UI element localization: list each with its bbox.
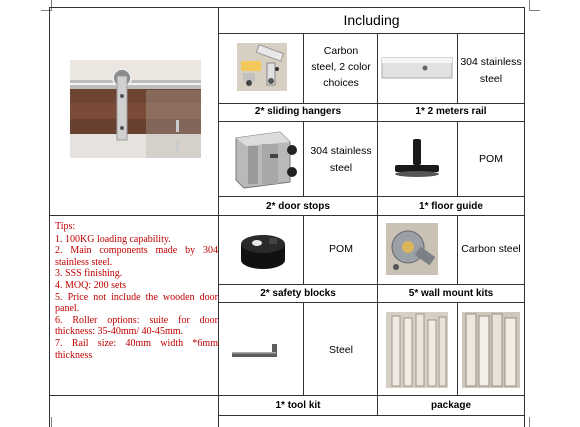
package-photo [462, 312, 520, 388]
item-material: Carbon steel, 2 color choices [311, 45, 371, 89]
crop-mark-bottom-right [529, 417, 540, 427]
floor-guide-photo [391, 137, 443, 179]
tips-heading: Tips: [55, 221, 76, 232]
safety-block-photo [237, 226, 289, 272]
package-photo [386, 312, 448, 388]
wall-mount-photo [386, 223, 438, 275]
crop-mark-bottom-left [41, 417, 52, 427]
tip-line: 3. SSS finishing. [55, 268, 123, 280]
row-line [218, 302, 525, 303]
tips-block [55, 221, 218, 361]
crop-mark-top-left [41, 0, 52, 11]
row-line [218, 415, 525, 416]
item-caption: 2* sliding hangers [254, 106, 342, 117]
col-line [457, 33, 458, 103]
col-line [303, 215, 304, 284]
col-line [457, 302, 458, 395]
row-line [49, 395, 525, 396]
tip-line: 7. Rail size: 40mm width *6mm thickness [55, 337, 218, 361]
item-material: 304 stainless steel [310, 145, 372, 174]
rail-photo [381, 54, 453, 80]
item-material: 304 stainless steel [460, 56, 522, 85]
item-caption: 2* safety blocks [260, 288, 336, 299]
col-line [303, 121, 304, 196]
item-caption: 1* floor guide [419, 201, 483, 212]
tip-line: 2. Main components made by 304 stainless steel. [55, 245, 218, 268]
col-line [377, 33, 378, 415]
crop-mark-top-right [529, 0, 540, 11]
tip-line: 1. 100KG loading capability. [55, 233, 171, 245]
col-line [303, 302, 304, 395]
item-material: POM [479, 153, 503, 165]
hanger-bracket-photo [237, 43, 287, 91]
table-border-top [49, 7, 525, 8]
item-caption: 5* wall mount kits [408, 288, 494, 299]
page-title: Including [343, 12, 400, 28]
item-material: Carbon steel [461, 243, 521, 255]
barn-door-hardware-photo [70, 60, 201, 158]
col-line [303, 33, 304, 103]
item-caption: 1* 2 meters rail [415, 106, 487, 117]
col-line [457, 121, 458, 196]
row-line [218, 103, 525, 104]
tip-line: 4. MOQ: 200 sets [55, 279, 127, 291]
row-line [218, 196, 525, 197]
item-material: Steel [329, 344, 353, 356]
item-caption: package [430, 400, 472, 411]
allen-key-photo [228, 320, 290, 376]
row-line [218, 284, 525, 285]
col-line [457, 215, 458, 284]
item-caption: 1* tool kit [275, 400, 321, 411]
row-line [218, 121, 525, 122]
table-divider-main [218, 7, 219, 427]
table-border-left [49, 7, 50, 427]
door-stop-photo [226, 124, 298, 192]
row-line [49, 215, 525, 216]
row-line [218, 33, 525, 34]
item-caption: 2* door stops [266, 201, 330, 212]
tip-line: 6. Roller options: suite for door thickness: 35-40mm/ 40-45mm. [55, 314, 218, 338]
tip-line: 5. Price not include the wooden door panel. [55, 291, 218, 315]
item-material: POM [329, 243, 353, 255]
table-border-right [524, 7, 525, 427]
